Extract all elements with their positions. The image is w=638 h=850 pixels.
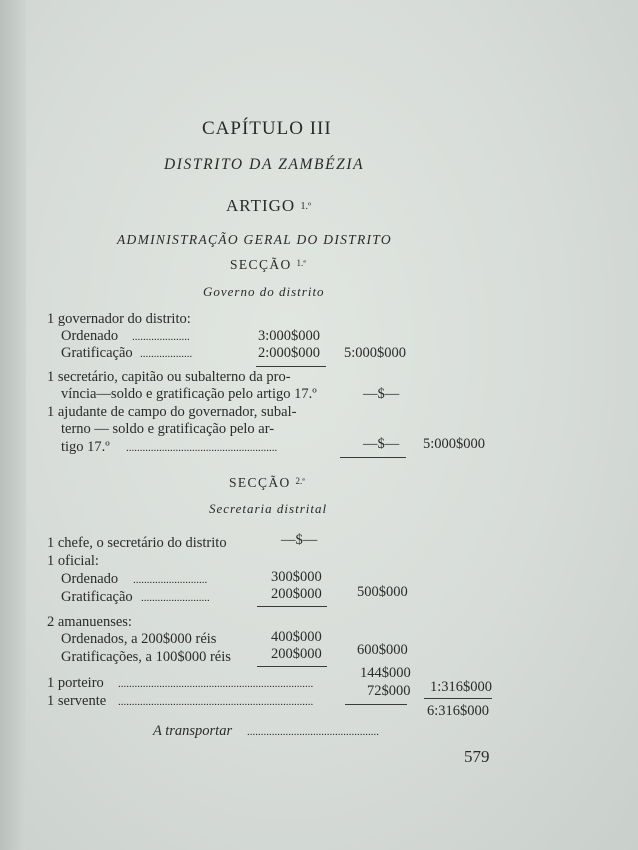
amanuenses-total: 600$000 — [357, 642, 408, 658]
seccao1-heading — [230, 258, 306, 272]
amanuenses-line: 2 amanuenses: — [47, 614, 132, 630]
s2-section-total: 1:316$000 — [430, 679, 493, 695]
seccao1-subtitle: Governo do distrito — [203, 284, 325, 299]
page-number: 579 — [464, 747, 490, 766]
artigo-number: 1.º — [300, 201, 312, 212]
servente-leader: ....................................................................... — [118, 696, 314, 708]
secretario-line-2: víncia—soldo e gratificação pelo artigo 17.º — [61, 386, 317, 402]
s1-governador-total: 5:000$000 — [344, 345, 407, 361]
secretario-line-1: 1 secretário, capitão ou subalterno da pro- — [47, 369, 291, 385]
governador-line: 1 governador do distrito: — [47, 311, 191, 327]
transportar-leader: ................................................ — [247, 726, 379, 738]
s2-oficial-rule — [257, 606, 327, 607]
servente-value: 72$000 — [367, 683, 411, 699]
s2-ordenado-leader: ........................... — [133, 574, 208, 586]
seccao2-label: SECÇÃO — [229, 475, 291, 490]
s2-amanuenses-rule — [257, 666, 327, 667]
grand-total-rule — [424, 698, 492, 699]
ajudante-line-3: tigo 17.º — [61, 439, 110, 455]
s1-gratificacao-label: Gratificação — [61, 345, 133, 361]
gratificacoes-value: 200$000 — [271, 646, 322, 662]
gratificacoes-label: Gratificações, a 100$000 réis — [61, 649, 231, 665]
page-gutter — [0, 0, 26, 850]
ajudante-leader: ....................................................... — [126, 442, 278, 454]
s1-section-total: 5:000$000 — [423, 436, 486, 452]
seccao2-heading — [229, 476, 305, 490]
s1-section-rule — [340, 457, 406, 458]
porteiro-leader: ....................................................................... — [118, 678, 314, 690]
s2-gratificacao-value: 200$000 — [271, 586, 322, 602]
porteiro-value: 144$000 — [360, 665, 411, 681]
s1-ordenado-label: Ordenado — [61, 328, 119, 344]
district-title: DISTRITO DA ZAMBÉZIA — [164, 156, 365, 173]
ajudante-line-2: terno — soldo e gratificação pelo ar- — [61, 421, 275, 437]
oficial-line: 1 oficial: — [47, 553, 99, 569]
servente-label: 1 servente — [47, 693, 107, 709]
s1-ordenado-value: 3:000$000 — [258, 328, 321, 344]
secretario-value: —$— — [363, 386, 400, 402]
s1-gratificacao-value: 2:000$000 — [258, 345, 321, 361]
administracao-heading: ADMINISTRAÇÃO GERAL DO DISTRITO — [117, 232, 392, 247]
porteiro-label: 1 porteiro — [47, 675, 104, 691]
ordenados-value: 400$000 — [271, 629, 322, 645]
seccao1-label: SECÇÃO — [230, 257, 292, 272]
ajudante-value: —$— — [363, 436, 400, 452]
artigo-heading — [226, 197, 311, 214]
s2-section-rule — [345, 704, 407, 705]
s1-sum-rule — [256, 366, 326, 367]
s1-gratificacao-leader: ................... — [140, 348, 193, 360]
ajudante-line-1: 1 ajudante de campo do governador, subal- — [47, 404, 297, 420]
oficial-total: 500$000 — [357, 584, 408, 600]
ordenados-label: Ordenados, a 200$000 réis — [61, 631, 217, 647]
s1-ordenado-leader: ..................... — [132, 331, 190, 343]
grand-total: 6:316$000 — [427, 703, 490, 719]
chefe-line: 1 chefe, o secretário do distrito — [47, 535, 227, 551]
transportar-label: A transportar — [153, 723, 233, 739]
chefe-value: —$— — [281, 532, 318, 548]
artigo-label: ARTIGO — [226, 196, 296, 215]
chapter-title: CAPÍTULO III — [202, 118, 332, 139]
seccao2-number: 2.ª — [295, 476, 305, 486]
seccao2-subtitle: Secretaria distrital — [209, 501, 328, 516]
seccao1-number: 1.ª — [296, 258, 306, 268]
s2-gratificacao-leader: ......................... — [141, 592, 210, 604]
s2-ordenado-value: 300$000 — [271, 569, 322, 585]
s2-gratificacao-label: Gratificação — [61, 589, 133, 605]
s2-ordenado-label: Ordenado — [61, 571, 119, 587]
